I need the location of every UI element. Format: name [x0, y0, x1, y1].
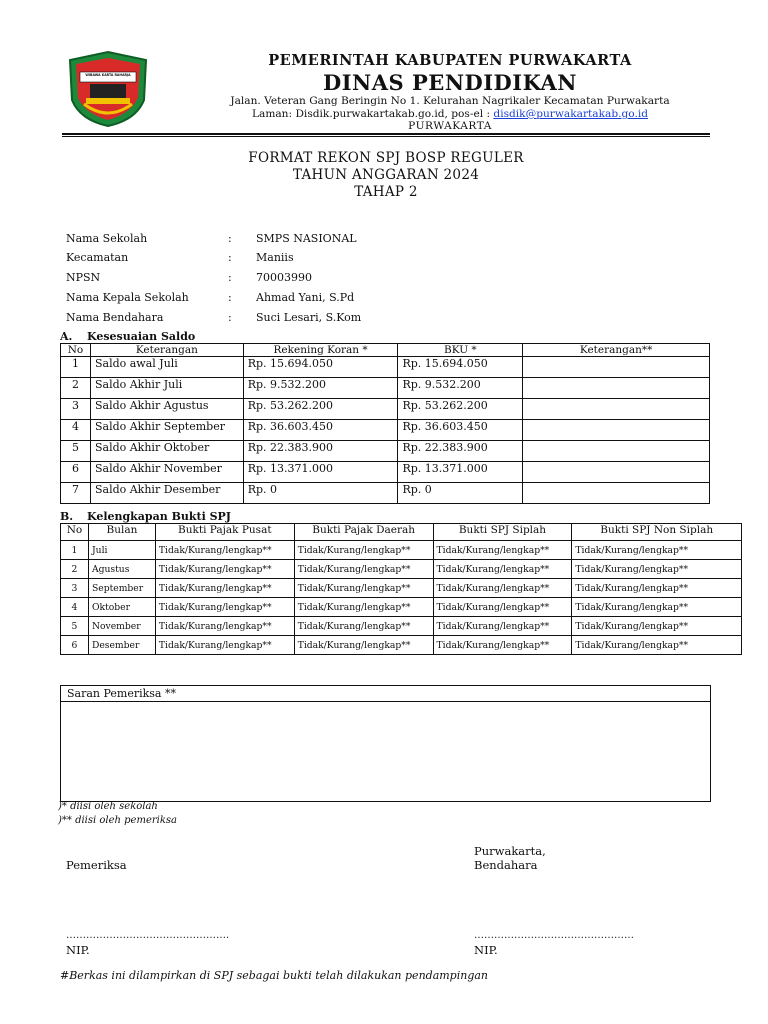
gov-name: PEMERINTAH KABUPATEN PURWAKARTA — [268, 52, 632, 69]
letterhead-rule-thin — [62, 136, 710, 137]
table-row — [61, 560, 742, 579]
col-header: Keterangan** — [523, 344, 710, 357]
address-line: Jalan. Veteran Gang Beringin No 1. Kelurahan Nagrikaler Kecamatan Purwakarta — [230, 95, 670, 107]
info-label: Nama Bendahara — [66, 311, 164, 324]
agency-name: DINAS PENDIDIKAN — [323, 70, 577, 95]
table-cell: 3 — [61, 399, 91, 420]
table-cell: Tidak/Kurang/lengkap** — [433, 636, 572, 655]
table-row — [61, 617, 742, 636]
info-value: Ahmad Yani, S.Pd — [256, 291, 355, 304]
saran-label: Saran Pemeriksa ** — [61, 686, 710, 702]
table-cell: September — [88, 579, 155, 598]
table-cell: Saldo Akhir September — [90, 420, 243, 441]
info-value: 70003990 — [256, 271, 312, 284]
doc-title-1: FORMAT REKON SPJ BOSP REGULER — [248, 150, 524, 166]
table-row — [61, 636, 742, 655]
table-cell: Tidak/Kurang/lengkap** — [433, 617, 572, 636]
col-header: No — [61, 524, 89, 541]
table-cell — [523, 399, 710, 420]
table-cell: Tidak/Kurang/lengkap** — [572, 598, 742, 617]
info-value: SMPS NASIONAL — [256, 232, 357, 245]
table-row — [61, 357, 710, 378]
table-cell: 4 — [61, 598, 89, 617]
section-b-letter: B. — [60, 510, 74, 523]
table-cell: Rp. 36.603.450 — [398, 420, 523, 441]
table-row — [61, 483, 710, 504]
table-cell: Rp. 9.532.200 — [243, 378, 398, 399]
bukti-table — [60, 523, 742, 655]
col-header: Bukti SPJ Non Siplah — [572, 524, 742, 541]
table-cell: Tidak/Kurang/lengkap** — [433, 560, 572, 579]
doc-title-2: TAHUN ANGGARAN 2024 — [292, 167, 480, 183]
table-cell: Saldo Akhir Agustus — [90, 399, 243, 420]
logo-caption: WIBAWA KARTA RAHARJA — [85, 73, 131, 77]
table-cell: Rp. 15.694.050 — [398, 357, 523, 378]
table-cell: Rp. 15.694.050 — [243, 357, 398, 378]
info-label: Nama Sekolah — [66, 232, 148, 245]
table-cell: 5 — [61, 441, 91, 462]
table-cell — [523, 483, 710, 504]
table-cell — [523, 420, 710, 441]
info-colon: : — [228, 311, 232, 324]
table-header-row — [61, 524, 742, 541]
table-cell: Rp. 22.383.900 — [398, 441, 523, 462]
table-cell: November — [88, 617, 155, 636]
table-cell: Tidak/Kurang/lengkap** — [294, 560, 433, 579]
sign-role-treasurer: Bendahara — [474, 858, 538, 872]
table-cell: Tidak/Kurang/lengkap** — [155, 598, 294, 617]
section-b-title: Kelengkapan Bukti SPJ — [87, 510, 232, 523]
col-header: Bukti Pajak Daerah — [294, 524, 433, 541]
sign-line-treasurer: ………………………………………… — [474, 930, 634, 941]
sign-line-examiner: …………………………………………. — [66, 930, 230, 941]
table-cell: Tidak/Kurang/lengkap** — [294, 617, 433, 636]
table-cell: Tidak/Kurang/lengkap** — [155, 579, 294, 598]
info-value: Maniis — [256, 251, 294, 264]
saldo-table — [60, 343, 710, 504]
table-cell — [523, 462, 710, 483]
table-row — [61, 579, 742, 598]
info-label: Nama Kepala Sekolah — [66, 291, 189, 304]
table-cell: 6 — [61, 462, 91, 483]
table-cell: Saldo Akhir Juli — [90, 378, 243, 399]
table-row — [61, 462, 710, 483]
table-cell: 4 — [61, 420, 91, 441]
purwakarta-logo — [66, 50, 150, 128]
table-cell: Rp. 13.371.000 — [398, 462, 523, 483]
info-colon: : — [228, 271, 232, 284]
table-cell: 7 — [61, 483, 91, 504]
doc-title-3: TAHAP 2 — [354, 184, 418, 200]
table-row — [61, 420, 710, 441]
table-cell: Tidak/Kurang/lengkap** — [572, 560, 742, 579]
table-cell: Tidak/Kurang/lengkap** — [433, 579, 572, 598]
table-cell: Tidak/Kurang/lengkap** — [294, 598, 433, 617]
table-cell: Saldo Akhir Oktober — [90, 441, 243, 462]
note-examiner: )** diisi oleh pemeriksa — [58, 815, 177, 826]
table-row — [61, 378, 710, 399]
table-cell: Rp. 9.532.200 — [398, 378, 523, 399]
col-header: Bulan — [88, 524, 155, 541]
table-cell: 3 — [61, 579, 89, 598]
sign-role-examiner: Pemeriksa — [66, 858, 127, 872]
nip-treasurer: NIP. — [474, 943, 498, 957]
table-cell: Rp. 53.262.200 — [243, 399, 398, 420]
table-cell: Rp. 0 — [243, 483, 398, 504]
table-cell: Rp. 36.603.450 — [243, 420, 398, 441]
col-header: Bukti SPJ Siplah — [433, 524, 572, 541]
table-cell: Agustus — [88, 560, 155, 579]
table-cell: Saldo Akhir November — [90, 462, 243, 483]
note-school: )* diisi oleh sekolah — [58, 801, 158, 812]
sign-place: Purwakarta, — [474, 844, 546, 858]
table-row — [61, 399, 710, 420]
table-cell: 2 — [61, 560, 89, 579]
col-header: No — [61, 344, 91, 357]
table-cell: Tidak/Kurang/lengkap** — [294, 579, 433, 598]
website-text: Laman: Disdik.purwakartakab.go.id, pos-el : — [251, 108, 494, 120]
letterhead-rule-thick — [62, 133, 710, 135]
table-cell: Desember — [88, 636, 155, 655]
table-cell: Tidak/Kurang/lengkap** — [294, 636, 433, 655]
col-header: Keterangan — [90, 344, 243, 357]
table-cell: Oktober — [88, 598, 155, 617]
table-cell: 1 — [61, 541, 89, 560]
city-line: PURWAKARTA — [408, 120, 492, 132]
table-cell: Tidak/Kurang/lengkap** — [155, 636, 294, 655]
table-cell: Rp. 13.371.000 — [243, 462, 398, 483]
info-colon: : — [228, 251, 232, 264]
table-cell: Tidak/Kurang/lengkap** — [155, 560, 294, 579]
table-cell: Juli — [88, 541, 155, 560]
table-cell: Tidak/Kurang/lengkap** — [572, 541, 742, 560]
table-header-row — [61, 344, 710, 357]
email-link[interactable]: disdik@purwakartakab.go.id — [493, 108, 649, 120]
info-colon: : — [228, 232, 232, 245]
table-cell: 6 — [61, 636, 89, 655]
table-cell: Tidak/Kurang/lengkap** — [294, 541, 433, 560]
table-cell — [523, 357, 710, 378]
nip-examiner: NIP. — [66, 943, 90, 957]
table-cell: Tidak/Kurang/lengkap** — [155, 617, 294, 636]
table-cell: Rp. 53.262.200 — [398, 399, 523, 420]
table-cell: Tidak/Kurang/lengkap** — [572, 636, 742, 655]
col-header: Bukti Pajak Pusat — [155, 524, 294, 541]
table-cell: Tidak/Kurang/lengkap** — [572, 617, 742, 636]
table-cell: 1 — [61, 357, 91, 378]
table-cell: Saldo Akhir Desember — [90, 483, 243, 504]
table-cell: Rp. 0 — [398, 483, 523, 504]
table-cell — [523, 378, 710, 399]
saran-box[interactable] — [60, 685, 711, 802]
info-label: Kecamatan — [66, 251, 129, 264]
col-header: BKU * — [398, 344, 523, 357]
table-cell: Rp. 22.383.900 — [243, 441, 398, 462]
section-a-letter: A. — [60, 330, 73, 343]
contact-line — [190, 108, 710, 120]
table-cell: Saldo awal Juli — [90, 357, 243, 378]
table-cell: Tidak/Kurang/lengkap** — [433, 541, 572, 560]
table-cell — [523, 441, 710, 462]
section-a-title: Kesesuaian Saldo — [87, 330, 196, 343]
table-cell: 5 — [61, 617, 89, 636]
footer-note: #Berkas ini dilampirkan di SPJ sebagai bukti telah dilakukan pendampingan — [60, 969, 489, 982]
info-label: NPSN — [66, 271, 101, 284]
table-cell: Tidak/Kurang/lengkap** — [572, 579, 742, 598]
table-row — [61, 541, 742, 560]
info-colon: : — [228, 291, 232, 304]
table-row — [61, 598, 742, 617]
col-header: Rekening Koran * — [243, 344, 398, 357]
table-cell: Tidak/Kurang/lengkap** — [433, 598, 572, 617]
table-cell: Tidak/Kurang/lengkap** — [155, 541, 294, 560]
info-value: Suci Lesari, S.Kom — [256, 311, 362, 324]
table-cell: 2 — [61, 378, 91, 399]
table-row — [61, 441, 710, 462]
